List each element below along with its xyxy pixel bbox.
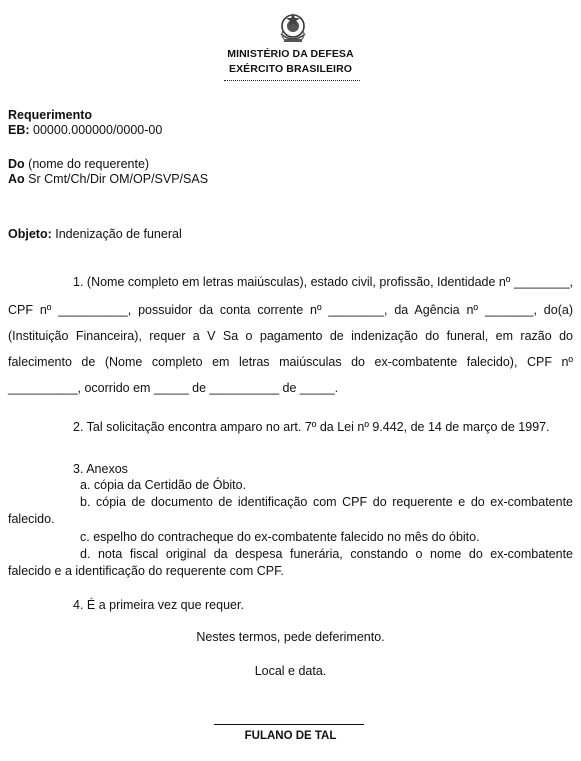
annex-c: c. espelho do contracheque do ex-combatente falecido no mês do óbito. bbox=[80, 530, 480, 544]
paragraph-1-line-1: 1. (Nome completo em letras maiúsculas), estado civil, profissão, Identidade nº ________, bbox=[73, 275, 573, 289]
to-line bbox=[8, 172, 208, 187]
closing-terms: Nestes termos, pede deferimento. bbox=[196, 630, 385, 644]
annex-b-line-2: falecido. bbox=[8, 512, 55, 526]
annex-d-line-2: falecido e a identificação do requerente com CPF. bbox=[8, 564, 284, 578]
coat-of-arms-icon bbox=[275, 10, 311, 46]
from-value: (nome do requerente) bbox=[28, 157, 150, 171]
signature-name: FULANO DE TAL bbox=[244, 730, 337, 742]
army-name: EXÉRCITO BRASILEIRO bbox=[228, 63, 353, 75]
header-divider bbox=[224, 80, 360, 81]
annex-a: a. cópia da Certidão de Óbito. bbox=[80, 478, 247, 492]
closing-place-date: Local e data. bbox=[254, 664, 327, 678]
annex-b-line-1: b. cópia de documento de identificação com CPF do requerente e do ex-combatente bbox=[80, 495, 573, 509]
to-label: Ao bbox=[8, 172, 25, 186]
subject-label: Objeto: bbox=[8, 227, 52, 241]
from-line bbox=[8, 157, 149, 172]
annex-d-line-1: d. nota fiscal original da despesa funerária, constando o nome do ex-combatente bbox=[80, 547, 573, 561]
to-value: Sr Cmt/Ch/Dir OM/OP/SVP/SAS bbox=[28, 172, 209, 186]
from-label: Do bbox=[8, 157, 25, 171]
annexes-heading: 3. Anexos bbox=[73, 462, 128, 476]
paragraph-1-line-2: CPF nº __________, possuidor da conta corrente nº ________, da Agência nº _______, do(a) bbox=[8, 303, 573, 317]
paragraph-4: 4. É a primeira vez que requer. bbox=[73, 598, 244, 612]
paragraph-1-line-5: __________, ocorrido em _____ de __________ de _____. bbox=[8, 381, 339, 395]
request-title: Requerimento bbox=[8, 108, 93, 122]
eb-label: EB: bbox=[8, 123, 30, 137]
paragraph-1-line-3: (Instituição Financeira), requer a V Sa o pagamento de indenização do funeral, em razão do bbox=[8, 329, 573, 343]
subject-line bbox=[8, 227, 182, 242]
ministry-name: MINISTÉRIO DA DEFESA bbox=[227, 48, 354, 60]
subject-value: Indenização de funeral bbox=[55, 227, 182, 241]
paragraph-1-line-4: falecimento de (Nome completo em letras maiúsculas do ex-combatente falecido), CPF nº bbox=[8, 355, 573, 369]
eb-line bbox=[8, 123, 162, 138]
signature-line bbox=[214, 724, 364, 725]
eb-number: 00000.000000/0000-00 bbox=[33, 123, 163, 137]
paragraph-2: 2. Tal solicitação encontra amparo no art. 7º da Lei nº 9.442, de 14 de março de 1997. bbox=[73, 420, 550, 434]
